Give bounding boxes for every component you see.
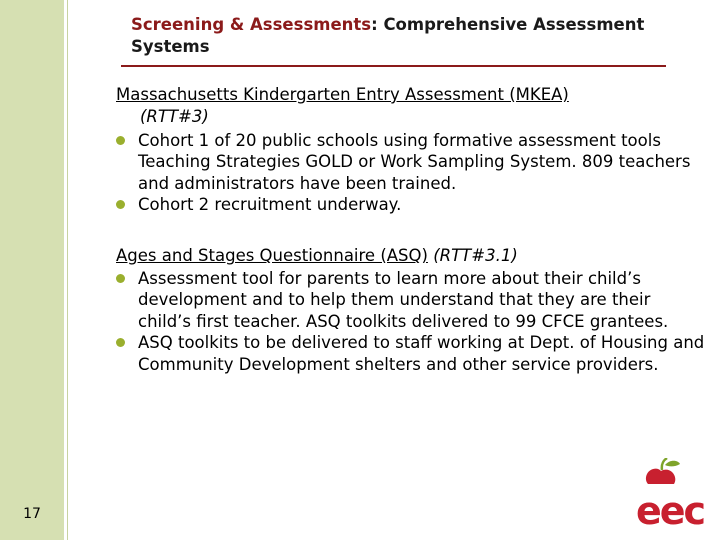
asq-title: Ages and Stages Questionnaire (ASQ) bbox=[116, 246, 428, 265]
asq-bullet-list bbox=[116, 268, 706, 375]
section-asq-heading bbox=[116, 245, 518, 267]
sidebar-band bbox=[0, 0, 67, 540]
apple-icon bbox=[662, 458, 680, 470]
title-rule bbox=[121, 65, 666, 67]
eec-logo bbox=[632, 458, 708, 530]
section-mkea-heading bbox=[116, 84, 569, 128]
mkea-title: Massachusetts Kindergarten Entry Assessment (MKEA) bbox=[116, 85, 569, 104]
list-item: ASQ toolkits to be delivered to staff working at Dept. of Housing and Community Development shelters and other service providers. bbox=[116, 332, 706, 375]
page-number: 17 bbox=[23, 506, 41, 522]
mkea-tag: (RTT#3) bbox=[140, 107, 209, 126]
logo-text: eec bbox=[635, 489, 705, 530]
asq-tag: (RTT#3.1) bbox=[433, 246, 518, 265]
slide-title bbox=[131, 14, 701, 58]
mkea-bullet-list bbox=[116, 130, 706, 216]
list-item: Cohort 2 recruitment underway. bbox=[116, 194, 706, 215]
sidebar-divider bbox=[67, 0, 68, 540]
list-item: Cohort 1 of 20 public schools using formative assessment tools Teaching Strategies GOLD or Work Sampling System. 809 teachers and administrators have been trained. bbox=[116, 130, 706, 194]
title-accent: Screening & Assessments bbox=[131, 15, 372, 34]
title-rest: : Comprehensive Assessment Systems bbox=[131, 15, 645, 56]
list-item: Assessment tool for parents to learn more about their child’s development and to help them understand that they are their child’s first teacher. ASQ toolkits delivered to 99 CFCE grantees. bbox=[116, 268, 706, 332]
